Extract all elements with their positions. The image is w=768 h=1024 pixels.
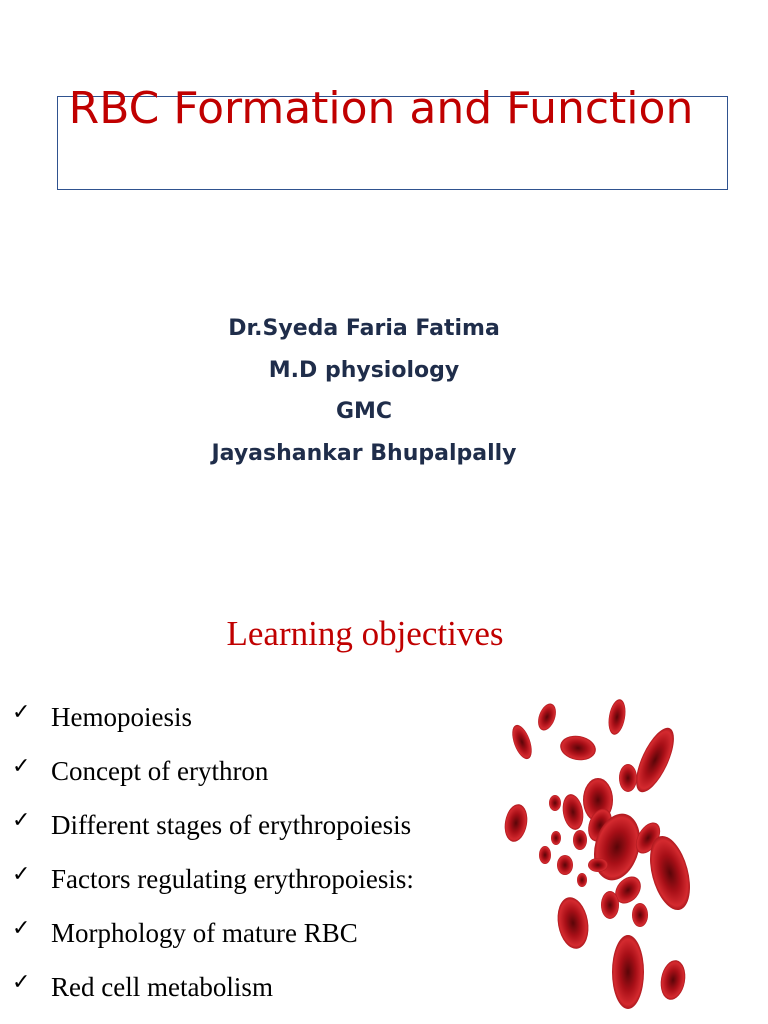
list-item-label: Concept of erythron <box>51 756 269 786</box>
list-item <box>12 805 414 859</box>
author-location: Jayashankar Bhupalpally <box>211 440 517 466</box>
red-blood-cell <box>658 958 689 1002</box>
red-blood-cell <box>632 903 648 927</box>
list-item-label: Different stages of erythropoiesis <box>51 810 412 840</box>
list-item <box>12 967 414 1021</box>
red-blood-cell <box>502 802 530 843</box>
author-degree: M.D physiology <box>268 357 460 383</box>
check-icon: ✓ <box>12 700 31 725</box>
red-blood-cell <box>549 795 561 811</box>
list-item-label: Factors regulating erythropoiesis: <box>51 864 414 894</box>
red-blood-cells-illustration <box>480 680 720 1024</box>
check-icon: ✓ <box>12 808 31 833</box>
red-blood-cell <box>554 895 593 951</box>
check-icon: ✓ <box>12 916 31 941</box>
list-item-label: Hemopoiesis <box>51 702 192 732</box>
red-blood-cell <box>619 764 637 792</box>
author-block <box>0 308 728 474</box>
list-item-label: Morphology of mature RBC <box>51 918 358 948</box>
red-blood-cell <box>577 873 587 887</box>
red-blood-cell <box>558 733 598 763</box>
red-blood-cell <box>588 858 608 872</box>
red-blood-cell <box>539 846 551 864</box>
red-blood-cell <box>606 698 628 736</box>
red-blood-cell <box>560 793 586 832</box>
check-icon: ✓ <box>12 862 31 887</box>
check-icon: ✓ <box>12 970 31 995</box>
red-blood-cell <box>551 831 561 845</box>
author-institution: GMC <box>335 399 393 424</box>
red-blood-cell <box>508 722 535 761</box>
list-item <box>12 859 414 913</box>
objectives-heading: Learning objectives <box>226 614 504 653</box>
red-blood-cell <box>573 830 587 850</box>
slide-title: RBC Formation and Function <box>68 83 694 134</box>
red-blood-cell <box>628 723 681 797</box>
red-blood-cell <box>557 855 573 875</box>
blood-cells-group <box>502 698 697 1009</box>
check-icon: ✓ <box>12 754 31 779</box>
objectives-list <box>12 697 414 1021</box>
list-item <box>12 751 414 805</box>
list-item <box>12 697 414 751</box>
red-blood-cell <box>612 935 644 1009</box>
red-blood-cell <box>601 891 619 919</box>
list-item <box>12 913 414 967</box>
list-item-label: Red cell metabolism <box>51 972 273 1002</box>
author-name: Dr.Syeda Faria Fatima <box>228 316 500 341</box>
red-blood-cell <box>535 701 560 733</box>
